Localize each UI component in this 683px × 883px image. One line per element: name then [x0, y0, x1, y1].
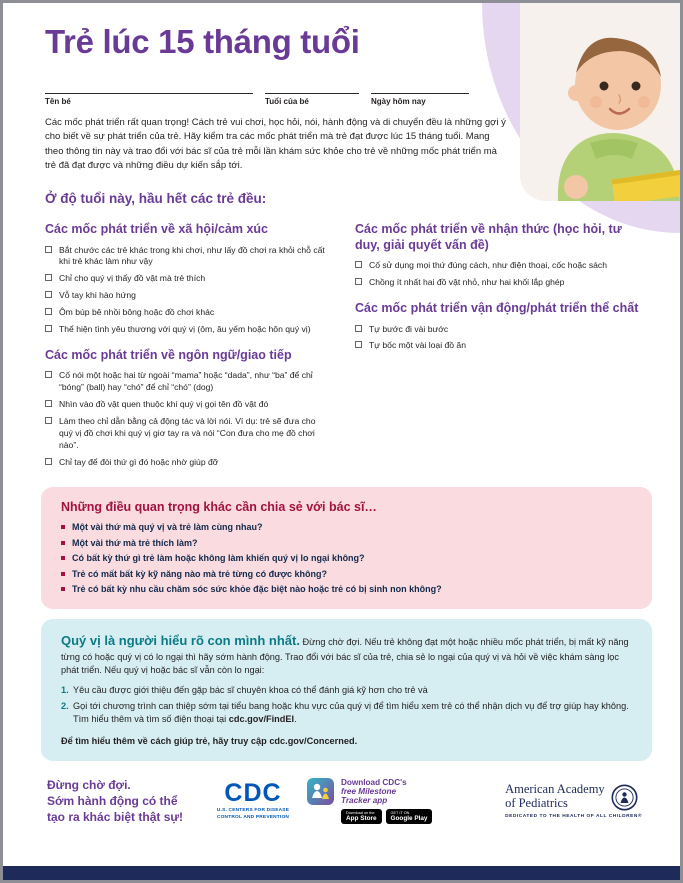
cdc-logo: [215, 781, 291, 821]
google-play-badge-label: Google Play: [390, 815, 428, 823]
milestone-checkbox[interactable]: [45, 325, 52, 332]
share-item-text: Có bất kỳ thứ gì trẻ làm hoặc không làm khiến quý vị lo ngại không?: [72, 553, 365, 564]
store-badges: [341, 809, 432, 824]
app-store-badge-label: App Store: [346, 815, 377, 823]
bullet-icon: [61, 541, 65, 545]
baby-age-input-line[interactable]: [265, 81, 359, 94]
bullet-icon: [61, 587, 65, 591]
closing-text: Để tìm hiểu thêm về cách giúp trẻ, hãy truy cập: [61, 736, 270, 747]
concerned-link[interactable]: cdc.gov/Concerned: [269, 736, 355, 747]
milestone-text: Bắt chước các trẻ khác trong khi chơi, như lấy đồ chơi ra khỏi chỗ cất khi trẻ khác làm như vậy: [59, 244, 325, 267]
milestone-checkbox[interactable]: [45, 458, 52, 465]
milestone-text: Cố sử dụng mọi thứ đúng cách, như điện thoại, cốc hoặc sách: [369, 260, 607, 271]
milestone-item: [45, 307, 331, 319]
baby-name-field: [45, 81, 253, 106]
milestone-item: [355, 277, 641, 289]
aap-name-line-1: American Academy: [505, 782, 605, 797]
aap-seal-icon: [611, 784, 638, 811]
milestone-checkbox[interactable]: [355, 341, 362, 348]
baby-name-label: Tên bé: [45, 97, 71, 106]
milestone-checkbox[interactable]: [45, 417, 52, 424]
milestone-text: Chỉ cho quý vị thấy đồ vật mà trẻ thích: [59, 273, 206, 284]
milestone-text: Làm theo chỉ dẫn bằng cả động tác và lời nói. Ví dụ: trẻ sẽ đưa cho quý vị đồ chơi khi quý vị giơ tay ra và nói “Con đưa cho mẹ đồ chơi nào”.: [59, 415, 316, 450]
social-emotional-list: [45, 245, 331, 336]
tagline-line-2: Sớm hành động có thể: [47, 794, 178, 809]
milestone-columns: [45, 210, 642, 473]
milestone-checkbox[interactable]: [45, 246, 52, 253]
step-2-body: Gọi tới chương trình can thiệp sớm tại tiểu bang hoặc khu vực của quý vị để tìm hiểu xem trẻ có thể nhận dịch vụ để trợ giúp hay không. Tìm hiểu thêm và tìm số điện thoại tại: [73, 700, 629, 725]
language-list: [45, 370, 331, 468]
bottom-navy-bar: [3, 866, 680, 880]
milestone-item: [45, 399, 331, 411]
app-promo-text: [341, 778, 432, 824]
share-item: [61, 537, 632, 551]
google-play-badge[interactable]: [386, 809, 433, 824]
aap-logo: [505, 783, 642, 819]
milestone-checkbox[interactable]: [45, 400, 52, 407]
footer-tagline: [47, 777, 199, 826]
milestone-text: Chỉ tay để đòi thứ gì đó hoặc nhờ giúp đỡ: [59, 456, 219, 467]
app-promo-line-3: Tracker app: [341, 796, 388, 805]
cdc-caption-line-2: CONTROL AND PREVENTION: [216, 814, 290, 820]
language-heading: Các mốc phát triển về ngôn ngữ/giao tiếp: [45, 347, 292, 362]
milestone-text: Thể hiện tình yêu thương với quý vị (ôm, âu yếm hoặc hôn quý vị): [59, 323, 311, 334]
findei-link[interactable]: cdc.gov/FindEI: [228, 714, 295, 725]
milestone-checkbox[interactable]: [355, 261, 362, 268]
milestone-text: Chồng ít nhất hai đồ vật nhỏ, như hai khối lắp ghép: [369, 277, 565, 288]
milestone-checkbox[interactable]: [355, 278, 362, 285]
aap-logo-top: [505, 783, 642, 811]
act-early-title: Quý vị là người hiểu rõ con mình nhất.: [61, 632, 300, 648]
milestone-checkbox[interactable]: [45, 274, 52, 281]
aap-name: [505, 783, 605, 811]
share-item: [61, 583, 632, 597]
milestone-item: [355, 260, 641, 272]
todays-date-label: Ngày hôm nay: [371, 97, 426, 106]
app-store-badge-top: Download on the: [346, 811, 375, 815]
intro-paragraph: Các mốc phát triển rất quan trọng! Cách trẻ vui chơi, học hỏi, nói, hành động và di chuyển đều là những gợi ý cho biết về sự phát triển của trẻ. Hãy kiểm tra các mốc phát triển mà trẻ đạt được lúc 15 tháng tuổi. Mang theo thông tin này và trao đổi với bác sĩ của trẻ mỗi lần khám sức khỏe cho trẻ về những mốc phát triển mà trẻ đã đạt được và những điều dự kiến sắp tới.: [45, 117, 506, 171]
milestone-text: Tự bước đi vài bước: [369, 323, 449, 334]
milestone-text: Tự bốc một vài loại đồ ăn: [369, 340, 466, 351]
act-early-paragraph: [61, 632, 632, 678]
page-content: [3, 3, 680, 825]
milestone-text: Cố nói một hoặc hai từ ngoài “mama” hoặc “dada”, như “ba” để chỉ “bóng” (ball) hay “chó” để chỉ “chó” (dog): [59, 370, 313, 393]
cdc-logo-caption: [215, 808, 291, 821]
footer: [45, 777, 642, 826]
movement-list: [355, 324, 641, 353]
app-store-badge[interactable]: [341, 809, 382, 824]
milestone-item: [355, 340, 641, 352]
tagline-line-1: Đừng chờ đợi.: [47, 777, 131, 792]
milestone-checkbox[interactable]: [355, 325, 362, 332]
milestone-text: Ôm búp bê nhồi bông hoặc đồ chơi khác: [59, 307, 215, 318]
cdc-caption-line-1: U.S. CENTERS FOR DISEASE: [216, 808, 290, 814]
act-early-box: [41, 619, 652, 761]
milestone-item: [45, 370, 331, 394]
todays-date-field: [371, 81, 469, 106]
cognitive-list: [355, 260, 641, 289]
act-early-closing: [61, 735, 632, 748]
google-play-badge-top: GET IT ON: [390, 811, 410, 815]
step-2: [61, 700, 632, 727]
share-box-title: Những điều quan trọng khác cần chia sẻ với bác sĩ…: [61, 500, 377, 515]
act-early-steps: [61, 684, 632, 726]
page-title: Trẻ lúc 15 tháng tuổi: [45, 23, 360, 60]
age-section-heading: Ở độ tuổi này, hầu hết các trẻ đều:: [45, 191, 267, 206]
baby-age-label: Tuổi của bé: [265, 97, 309, 106]
milestone-item: [45, 457, 331, 469]
step-2-number: 2.: [61, 700, 69, 711]
bullet-icon: [61, 572, 65, 576]
app-promo-line-2: free Milestone: [341, 787, 397, 796]
step-1: [61, 684, 632, 697]
share-item-text: Trẻ có bất kỳ nhu cầu chăm sóc sức khỏe đặc biệt nào hoặc trẻ có bị sinh non không?: [72, 584, 442, 595]
milestone-item: [45, 324, 331, 336]
milestone-text: Vỗ tay khi hào hứng: [59, 290, 136, 301]
bullet-icon: [61, 525, 65, 529]
share-item: [61, 568, 632, 582]
movement-heading: Các mốc phát triển vận động/phát triển thể chất: [355, 300, 639, 315]
milestone-tracker-app-icon: [307, 778, 334, 805]
milestone-item: [355, 324, 641, 336]
act-early-body: Đừng chờ đợi. Nếu trẻ không đạt một hoặc nhiều mốc phát triển, bị mất kỹ năng từng có hoặc quý vị có lo ngại thì hãy sớm hành động. Trao đổi với bác sĩ của trẻ, chia sẻ lo ngại của quý vị và hỏi về việc khám sàng lọc phát triển. Nếu quý vị hoặc bác sĩ vẫn còn lo ngại:: [61, 636, 629, 676]
aap-name-line-2: of Pediatrics: [505, 796, 568, 811]
milestone-tracker-promo: [307, 778, 432, 824]
todays-date-input-line[interactable]: [371, 81, 469, 94]
share-with-doctor-box: [41, 487, 652, 609]
milestone-checkbox[interactable]: [45, 371, 52, 378]
share-item-text: Trẻ có mất bất kỳ kỹ năng nào mà trẻ từng có được không?: [72, 568, 327, 579]
share-item-text: Một vài thứ mà quý vị và trẻ làm cùng nhau?: [72, 522, 263, 533]
step-1-text: Yêu cầu được giới thiệu đến gặp bác sĩ chuyên khoa có thể đánh giá kỹ hơn cho trẻ và: [73, 685, 428, 696]
milestone-item: [45, 273, 331, 285]
share-item-text: Một vài thứ mà trẻ thích làm?: [72, 537, 198, 548]
right-column: [355, 210, 641, 473]
share-item: [61, 521, 632, 535]
app-promo-line-1: Download CDC's: [341, 778, 407, 787]
baby-name-input-line[interactable]: [45, 81, 253, 94]
step-2-period: .: [294, 714, 297, 725]
milestone-item: [45, 245, 331, 269]
left-column: [45, 210, 331, 473]
bullet-icon: [61, 556, 65, 560]
milestone-checkbox[interactable]: [45, 291, 52, 298]
milestone-item: [45, 416, 331, 452]
cognitive-heading: Các mốc phát triển về nhận thức (học hỏi, tư duy, giải quyết vấn đề): [355, 222, 622, 252]
milestone-checkbox[interactable]: [45, 308, 52, 315]
step-1-number: 1.: [61, 685, 69, 696]
social-emotional-heading: Các mốc phát triển về xã hội/cảm xúc: [45, 222, 268, 236]
tagline-line-3: tạo ra khác biệt thật sự!: [47, 810, 184, 825]
baby-age-field: [265, 81, 359, 106]
aap-tagline: DEDICATED TO THE HEALTH OF ALL CHILDREN®: [505, 813, 642, 819]
share-item: [61, 552, 632, 566]
closing-period: .: [354, 736, 358, 747]
milestone-item: [45, 290, 331, 302]
cdc-logo-letters: CDC: [224, 779, 282, 808]
step-2-text: [73, 700, 632, 727]
milestone-text: Nhìn vào đồ vật quen thuộc khi quý vị gọi tên đồ vật đó: [59, 399, 269, 410]
form-fields: [45, 81, 642, 106]
share-box-list: [61, 521, 632, 597]
